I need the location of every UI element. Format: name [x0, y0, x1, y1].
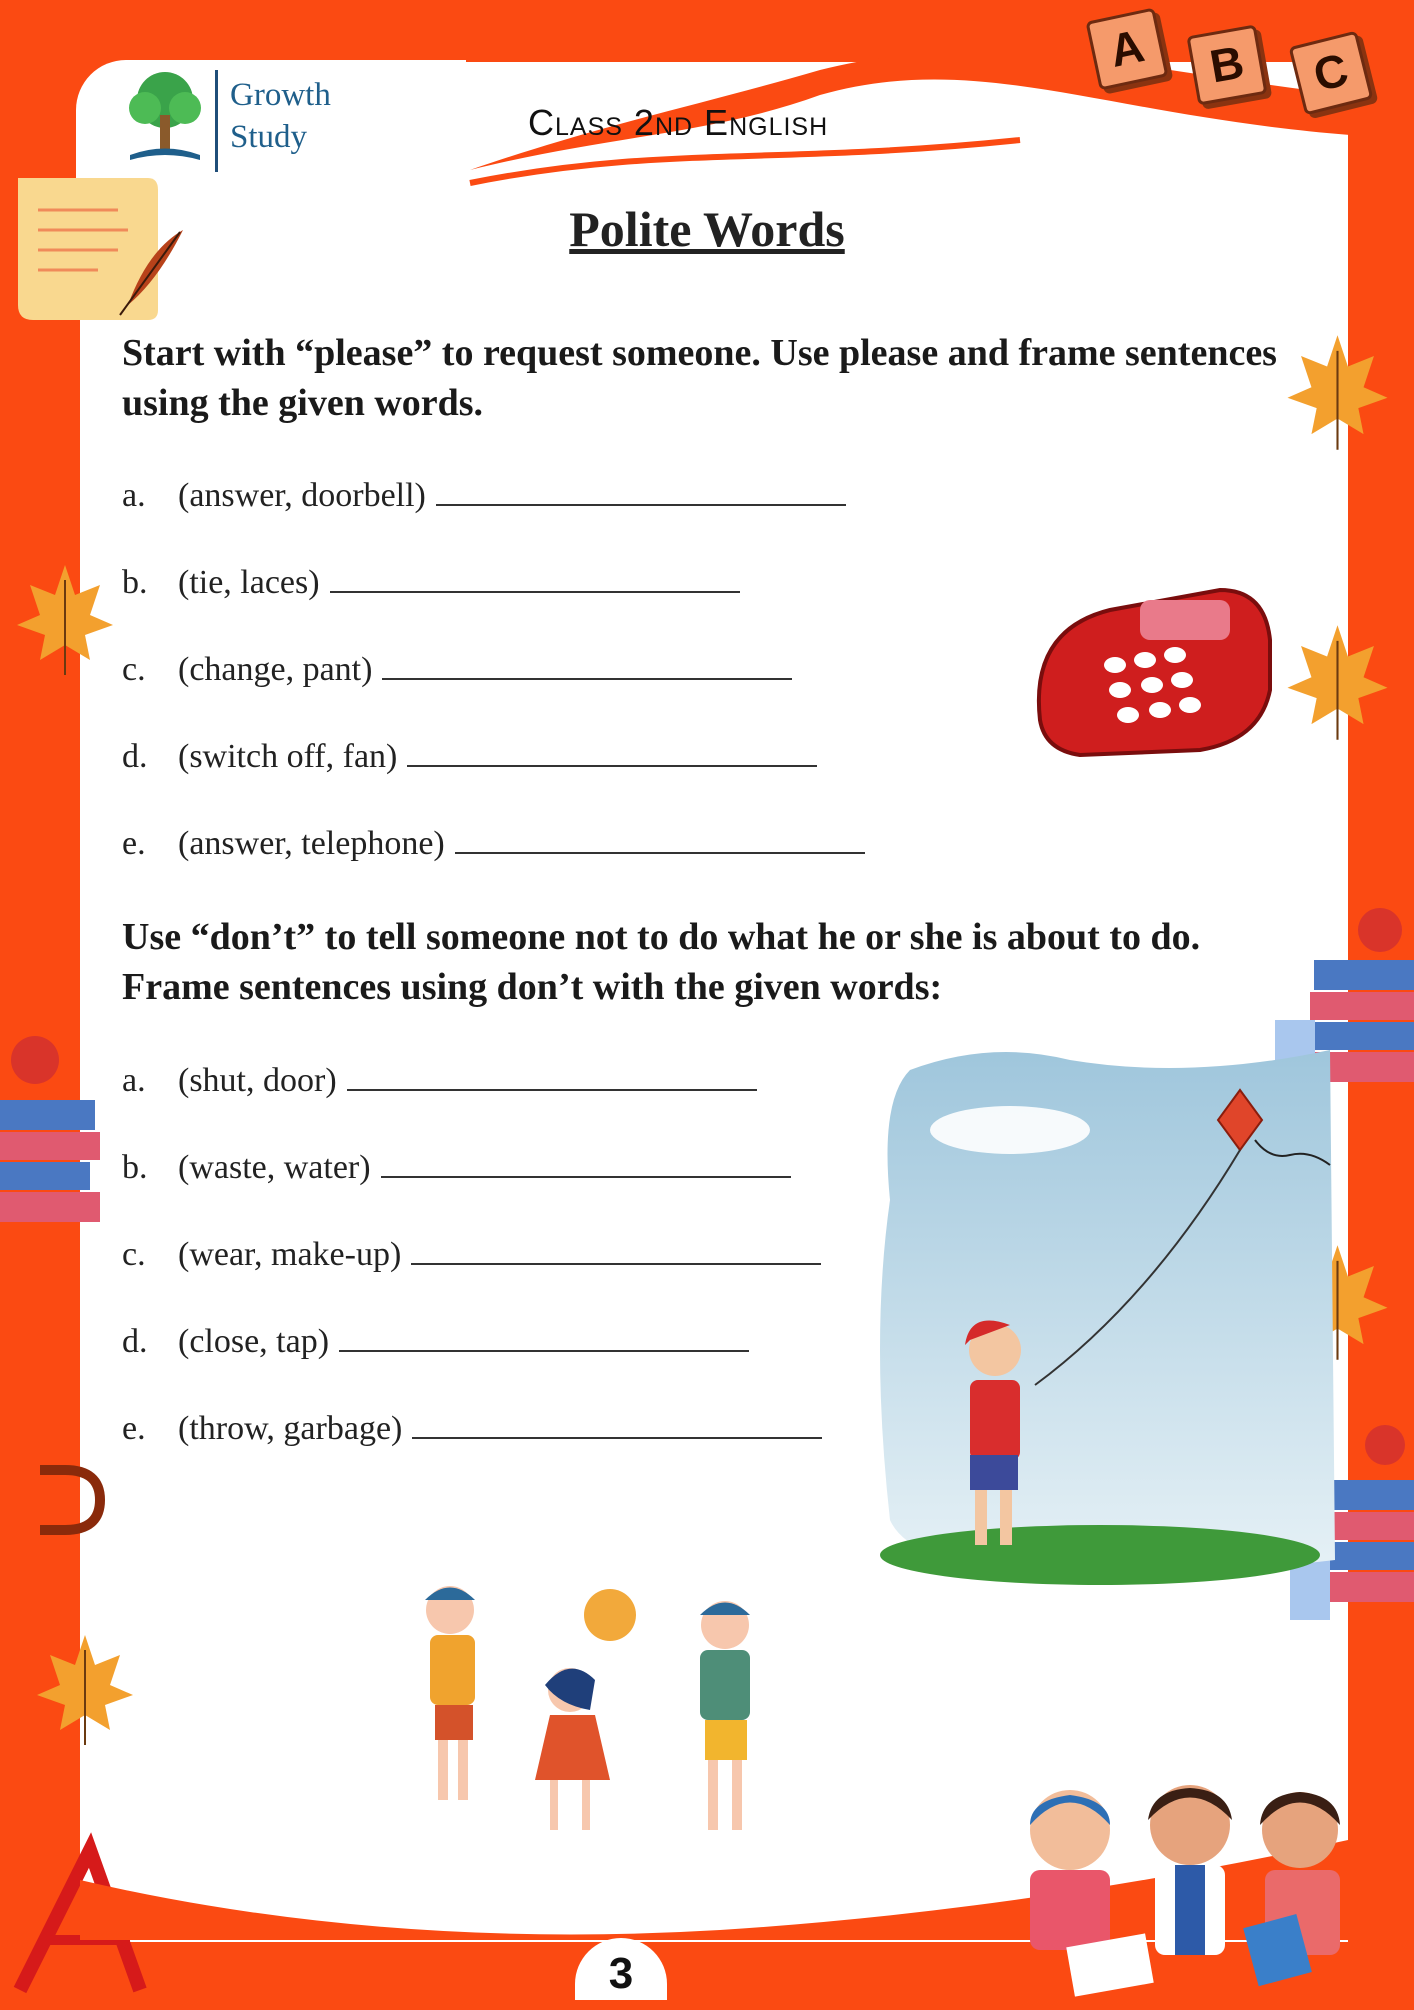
answer-line[interactable]: [412, 1409, 822, 1439]
books-apple-icon: [0, 1020, 105, 1230]
logo-divider: [215, 70, 218, 172]
kids-drawing-illustration: [960, 1770, 1380, 2000]
item-words: (switch off, fan): [178, 738, 398, 775]
answer-line[interactable]: [339, 1322, 749, 1352]
item-letter: a.: [122, 477, 146, 514]
list-item: [122, 476, 846, 515]
abc-block-a: A: [1085, 7, 1168, 90]
answer-line[interactable]: [347, 1061, 757, 1091]
list-item: [122, 737, 817, 776]
list-item: [122, 563, 740, 602]
maple-leaf-icon: [1285, 620, 1390, 745]
brand-name: [230, 74, 331, 158]
answer-line[interactable]: [330, 563, 740, 593]
item-words: (close, tap): [178, 1323, 330, 1360]
abc-block-b: B: [1186, 24, 1267, 105]
children-playing-ball-illustration: [370, 1570, 780, 1870]
item-words: (answer, doorbell): [178, 477, 426, 514]
brand-line2: Study: [230, 119, 308, 155]
page-title: Polite Words: [569, 201, 845, 257]
item-letter: b.: [122, 1149, 148, 1186]
page-number: 3: [575, 1938, 667, 2000]
brand-line1: Growth: [230, 77, 331, 113]
item-letter: b.: [122, 564, 148, 601]
list-item: [122, 1409, 822, 1448]
item-words: (answer, telephone): [178, 825, 445, 862]
list-item: [122, 1322, 749, 1361]
telephone-illustration: [1020, 570, 1275, 760]
item-words: (waste, water): [178, 1149, 371, 1186]
answer-line[interactable]: [455, 824, 865, 854]
list-item: [122, 1235, 821, 1274]
list-item: [122, 1148, 791, 1187]
item-letter: c.: [122, 651, 146, 688]
item-letter: e.: [122, 1410, 146, 1447]
item-words: (wear, make-up): [178, 1236, 402, 1273]
kite-boy-illustration: [870, 1040, 1340, 1600]
maple-leaf-icon: [0, 560, 130, 680]
item-letter: c.: [122, 1236, 146, 1273]
item-words: (shut, door): [178, 1062, 337, 1099]
section2-instruction: Use “don’t” to tell someone not to do what he or she is about to do. Frame sentences using don’t with the given words:: [122, 916, 1201, 1008]
answer-line[interactable]: [436, 476, 846, 506]
answer-line[interactable]: [381, 1148, 791, 1178]
answer-line[interactable]: [411, 1235, 821, 1265]
item-words: (throw, garbage): [178, 1410, 403, 1447]
item-words: (change, pant): [178, 651, 373, 688]
list-item: [122, 1061, 757, 1100]
letter-d-doodle-icon: [25, 1460, 105, 1540]
item-letter: a.: [122, 1062, 146, 1099]
maple-leaf-icon: [20, 1630, 150, 1750]
tree-logo-icon: [120, 70, 210, 165]
item-letter: d.: [122, 738, 148, 775]
list-item: [122, 650, 792, 689]
section1-instruction: Start with “please” to request someone. Use please and frame sentences using the given words.: [122, 332, 1277, 424]
answer-line[interactable]: [407, 737, 817, 767]
answer-line[interactable]: [382, 650, 792, 680]
list-item: [122, 824, 865, 863]
item-letter: d.: [122, 1323, 148, 1360]
abc-block-c: C: [1289, 31, 1374, 116]
item-words: (tie, laces): [178, 564, 320, 601]
class-header: Class 2nd English: [528, 102, 829, 143]
item-letter: e.: [122, 825, 146, 862]
